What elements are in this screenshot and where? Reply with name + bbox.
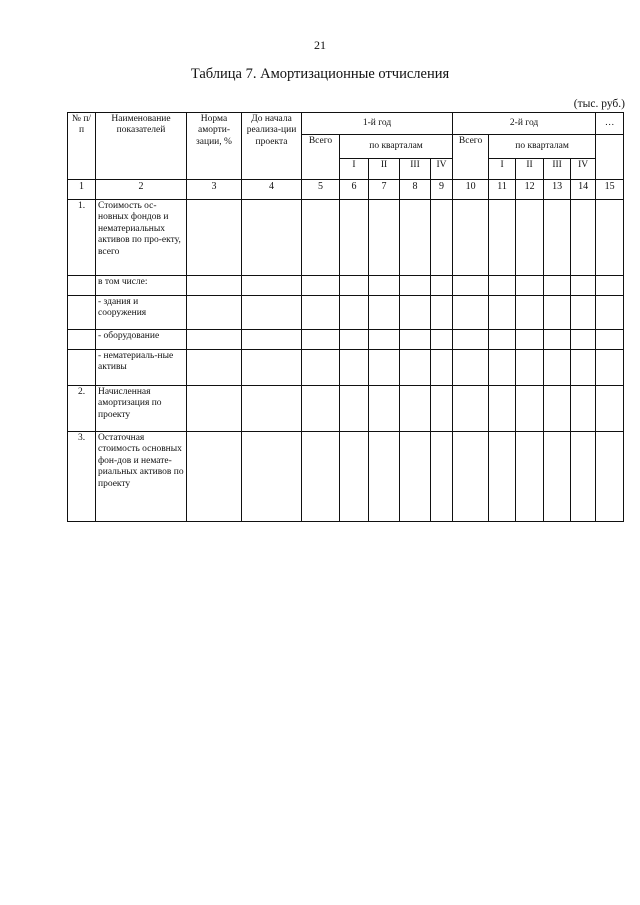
- header-no: № п/п: [68, 113, 96, 180]
- column-number: 2: [96, 180, 187, 200]
- row-number: 1.: [68, 200, 96, 276]
- empty-cell: [489, 296, 516, 330]
- empty-cell: [187, 296, 242, 330]
- empty-cell: [369, 432, 400, 522]
- empty-cell: [453, 296, 489, 330]
- header-year1-q1: I: [340, 159, 369, 180]
- empty-cell: [489, 432, 516, 522]
- empty-cell: [400, 276, 431, 296]
- empty-cell: [302, 350, 340, 386]
- empty-cell: [340, 432, 369, 522]
- empty-cell: [489, 386, 516, 432]
- header-norm: Норма аморти-зации, %: [187, 113, 242, 180]
- empty-cell: [544, 432, 571, 522]
- header-year1-q3: III: [400, 159, 431, 180]
- empty-cell: [340, 330, 369, 350]
- empty-cell: [544, 330, 571, 350]
- empty-cell: [516, 386, 544, 432]
- empty-cell: [431, 200, 453, 276]
- row-number: [68, 276, 96, 296]
- empty-cell: [242, 276, 302, 296]
- empty-cell: [302, 386, 340, 432]
- empty-cell: [571, 296, 596, 330]
- empty-cell: [400, 330, 431, 350]
- table-row: [68, 350, 624, 386]
- column-number-row: [68, 180, 624, 200]
- empty-cell: [431, 386, 453, 432]
- column-number: 7: [369, 180, 400, 200]
- empty-cell: [516, 350, 544, 386]
- empty-cell: [302, 432, 340, 522]
- header-year1-q2: II: [369, 159, 400, 180]
- empty-cell: [544, 296, 571, 330]
- column-number: 13: [544, 180, 571, 200]
- row-label: - оборудование: [96, 330, 187, 350]
- empty-cell: [369, 330, 400, 350]
- empty-cell: [516, 432, 544, 522]
- empty-cell: [302, 200, 340, 276]
- empty-cell: [571, 350, 596, 386]
- row-label: Остаточная стоимость основных фон-дов и немате-риальных активов по проекту: [96, 432, 187, 522]
- header-ellipsis: …: [596, 113, 624, 135]
- empty-cell: [453, 386, 489, 432]
- column-number: 6: [340, 180, 369, 200]
- empty-cell: [544, 386, 571, 432]
- empty-cell: [340, 296, 369, 330]
- table-row: [68, 296, 624, 330]
- empty-cell: [242, 296, 302, 330]
- empty-cell: [340, 200, 369, 276]
- header-year2-q1: I: [489, 159, 516, 180]
- empty-cell: [571, 432, 596, 522]
- empty-cell: [242, 386, 302, 432]
- header-empty-cell: [596, 135, 624, 180]
- table-row: [68, 330, 624, 350]
- empty-cell: [571, 386, 596, 432]
- row-label: - здания и сооружения: [96, 296, 187, 330]
- column-number: 8: [400, 180, 431, 200]
- empty-cell: [187, 350, 242, 386]
- header-year1-q4: IV: [431, 159, 453, 180]
- empty-cell: [489, 200, 516, 276]
- empty-cell: [242, 200, 302, 276]
- empty-cell: [516, 200, 544, 276]
- empty-cell: [242, 330, 302, 350]
- page-number: 21: [314, 38, 326, 52]
- empty-cell: [369, 200, 400, 276]
- empty-cell: [453, 200, 489, 276]
- empty-cell: [453, 276, 489, 296]
- column-number: 3: [187, 180, 242, 200]
- empty-cell: [431, 330, 453, 350]
- empty-cell: [302, 276, 340, 296]
- column-number: 4: [242, 180, 302, 200]
- empty-cell: [544, 276, 571, 296]
- unit-label: (тыс. руб.): [573, 98, 625, 110]
- column-number: 11: [489, 180, 516, 200]
- empty-cell: [400, 296, 431, 330]
- column-number: 12: [516, 180, 544, 200]
- row-number: [68, 350, 96, 386]
- empty-cell: [596, 200, 624, 276]
- column-number: 15: [596, 180, 624, 200]
- empty-cell: [544, 350, 571, 386]
- header-year1-by-quarters: по кварталам: [340, 135, 453, 159]
- row-label: Начисленная амортизация по проекту: [96, 386, 187, 432]
- empty-cell: [596, 386, 624, 432]
- header-name: Наименование показателей: [96, 113, 187, 180]
- empty-cell: [302, 296, 340, 330]
- depreciation-table: [67, 112, 624, 522]
- empty-cell: [516, 276, 544, 296]
- empty-cell: [453, 432, 489, 522]
- empty-cell: [489, 350, 516, 386]
- table-row: [68, 276, 624, 296]
- row-label: - нематериаль-ные активы: [96, 350, 187, 386]
- empty-cell: [489, 276, 516, 296]
- empty-cell: [187, 276, 242, 296]
- empty-cell: [369, 296, 400, 330]
- empty-cell: [431, 296, 453, 330]
- empty-cell: [340, 386, 369, 432]
- empty-cell: [340, 276, 369, 296]
- empty-cell: [242, 432, 302, 522]
- empty-cell: [571, 330, 596, 350]
- empty-cell: [596, 330, 624, 350]
- empty-cell: [187, 432, 242, 522]
- header-year2-q3: III: [544, 159, 571, 180]
- table-row: [68, 386, 624, 432]
- empty-cell: [516, 296, 544, 330]
- empty-cell: [340, 350, 369, 386]
- empty-cell: [187, 330, 242, 350]
- empty-cell: [596, 276, 624, 296]
- header-year2-q2: II: [516, 159, 544, 180]
- table-title: Таблица 7. Амортизационные отчисления: [190, 66, 450, 82]
- row-number: 2.: [68, 386, 96, 432]
- empty-cell: [596, 296, 624, 330]
- column-number: 10: [453, 180, 489, 200]
- row-number: [68, 296, 96, 330]
- empty-cell: [242, 350, 302, 386]
- column-number: 9: [431, 180, 453, 200]
- table-row: [68, 200, 624, 276]
- empty-cell: [369, 386, 400, 432]
- empty-cell: [596, 432, 624, 522]
- header-year2-q4: IV: [571, 159, 596, 180]
- empty-cell: [187, 386, 242, 432]
- row-label: в том числе:: [96, 276, 187, 296]
- column-number: 1: [68, 180, 96, 200]
- header-year-2: 2-й год: [453, 113, 596, 135]
- empty-cell: [369, 276, 400, 296]
- empty-cell: [431, 432, 453, 522]
- header-row-1: [68, 113, 624, 135]
- empty-cell: [431, 276, 453, 296]
- empty-cell: [544, 200, 571, 276]
- row-label: Стоимость ос-новных фондов и нематериальных активов по про-екту, всего: [96, 200, 187, 276]
- empty-cell: [516, 330, 544, 350]
- empty-cell: [400, 200, 431, 276]
- empty-cell: [369, 350, 400, 386]
- header-before-start: До начала реализа-ции проекта: [242, 113, 302, 180]
- empty-cell: [187, 200, 242, 276]
- empty-cell: [302, 330, 340, 350]
- column-number: 14: [571, 180, 596, 200]
- empty-cell: [453, 350, 489, 386]
- table-row: [68, 432, 624, 522]
- column-number: 5: [302, 180, 340, 200]
- header-year2-by-quarters: по кварталам: [489, 135, 596, 159]
- empty-cell: [571, 200, 596, 276]
- empty-cell: [400, 350, 431, 386]
- header-year2-total: Всего: [453, 135, 489, 180]
- empty-cell: [400, 432, 431, 522]
- empty-cell: [431, 350, 453, 386]
- header-year1-total: Всего: [302, 135, 340, 180]
- empty-cell: [596, 350, 624, 386]
- empty-cell: [489, 330, 516, 350]
- header-year-1: 1-й год: [302, 113, 453, 135]
- row-number: [68, 330, 96, 350]
- empty-cell: [571, 276, 596, 296]
- empty-cell: [453, 330, 489, 350]
- row-number: 3.: [68, 432, 96, 522]
- empty-cell: [400, 386, 431, 432]
